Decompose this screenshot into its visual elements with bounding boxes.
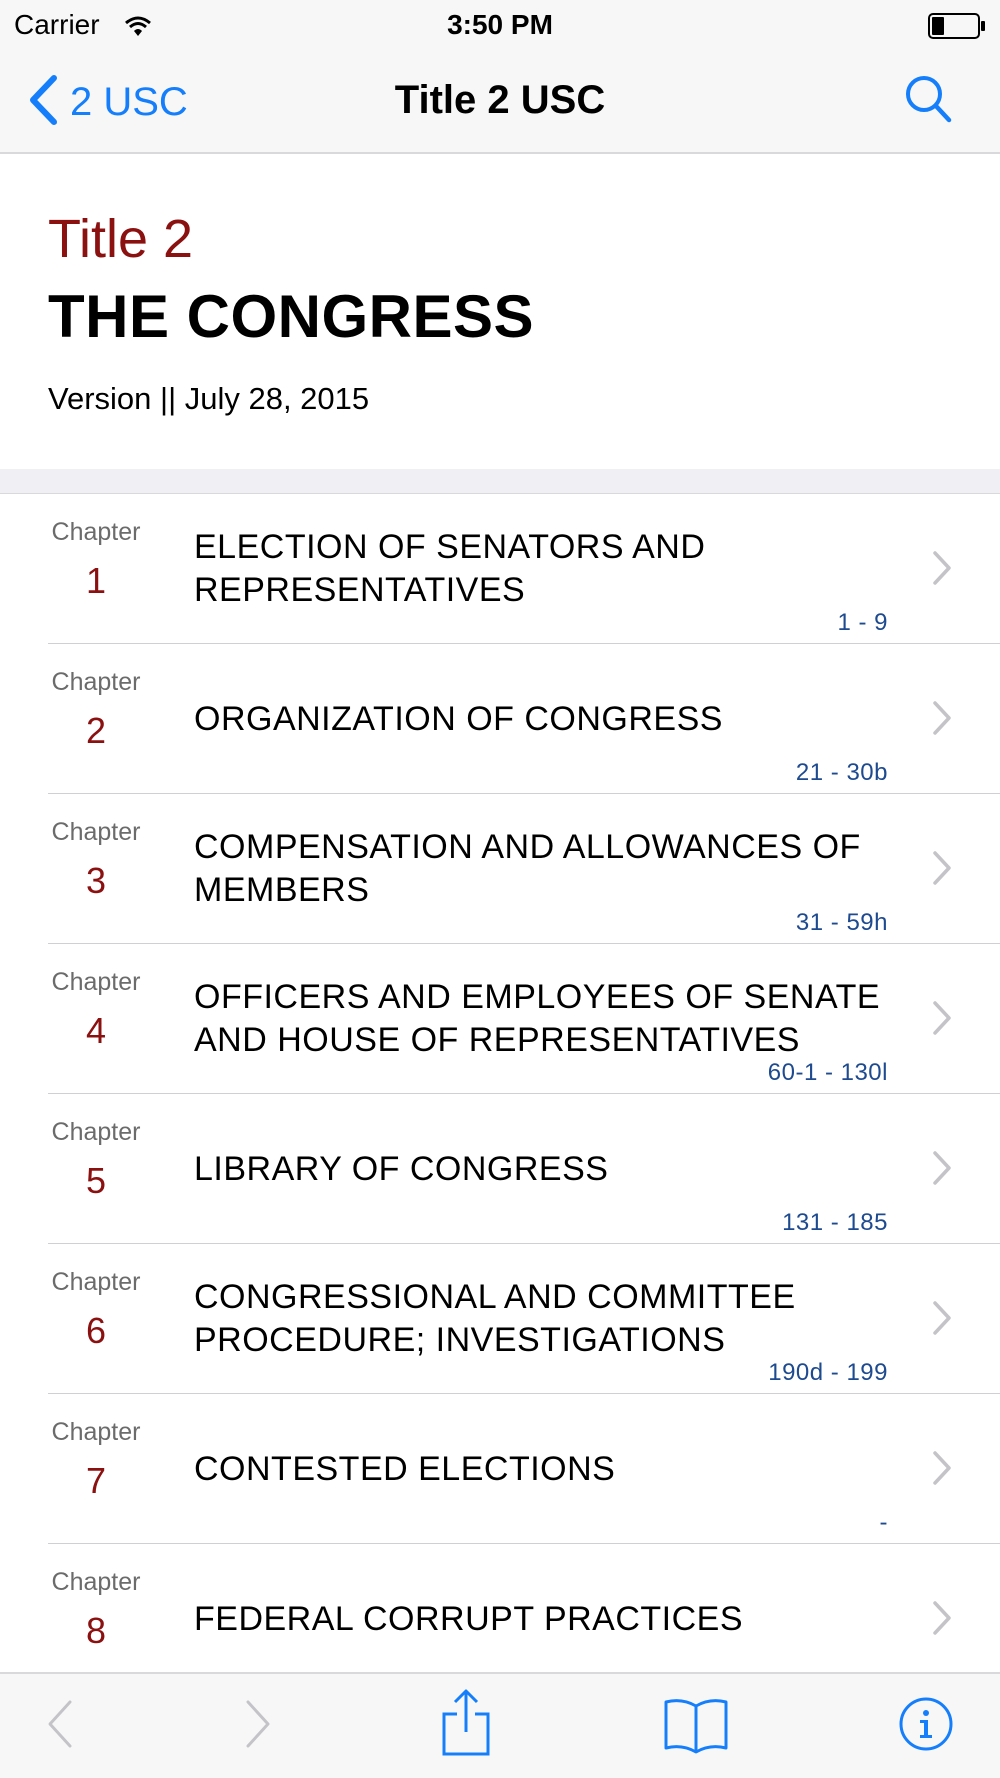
chapter-label: Chapter [51, 818, 141, 846]
chapter-title: CONGRESSIONAL AND COMMITTEE PROCEDURE; INVESTIGATIONS [194, 1278, 796, 1359]
chapter-title: LIBRARY OF CONGRESS [194, 1149, 609, 1188]
chapter-section-range: 60-1 - 130l [767, 1059, 888, 1086]
chevron-right-icon [932, 700, 952, 741]
chevron-right-icon [932, 1300, 952, 1341]
chapter-row-2[interactable] [0, 644, 1000, 794]
chapter-title: CONTESTED ELECTIONS [194, 1449, 616, 1488]
title-header [0, 154, 1000, 469]
chapter-row-4[interactable] [0, 944, 1000, 1094]
chapter-number: 6 [85, 1310, 107, 1351]
bottom-toolbar [0, 1672, 1000, 1778]
chevron-right-icon [932, 1600, 952, 1641]
chapter-label: Chapter [51, 968, 141, 996]
back-button-label: 2 USC [70, 79, 188, 124]
chevron-right-icon [932, 1150, 952, 1191]
chapter-row-7[interactable] [0, 1394, 1000, 1544]
chapter-label: Chapter [51, 1568, 141, 1596]
chapter-section-range: 131 - 185 [782, 1209, 888, 1236]
info-icon[interactable] [898, 1696, 954, 1757]
chapter-number: 2 [85, 710, 107, 751]
chapter-title: OFFICERS AND EMPLOYEES OF SENATE AND HOUSE OF REPRESENTATIVES [194, 978, 881, 1059]
chapter-row-3[interactable] [0, 794, 1000, 944]
chapter-number: 5 [85, 1160, 107, 1201]
carrier-label: Carrier [14, 9, 100, 40]
status-time: 3:50 PM [447, 9, 553, 40]
chapter-section-range: 21 - 30b [795, 759, 888, 786]
navigation-bar [0, 50, 1000, 154]
search-icon[interactable] [904, 74, 952, 129]
chapter-section-range: - [879, 1509, 888, 1536]
version-label: Version || July 28, 2015 [48, 381, 370, 416]
book-icon[interactable] [662, 1696, 730, 1759]
back-arrow-icon[interactable] [42, 1694, 78, 1759]
nav-title: Title 2 USC [394, 78, 606, 122]
chapter-title: ORGANIZATION OF CONGRESS [194, 699, 723, 738]
chapter-section-range: 1 - 9 [837, 609, 888, 636]
chapter-row-6[interactable] [0, 1244, 1000, 1394]
section-divider [0, 469, 1000, 494]
chapter-list [0, 494, 1000, 1694]
chapter-number: 7 [85, 1460, 107, 1501]
forward-arrow-icon[interactable] [240, 1694, 276, 1759]
chapter-label: Chapter [51, 668, 141, 696]
battery-icon [928, 13, 986, 46]
chapter-title: COMPENSATION AND ALLOWANCES OF MEMBERS [194, 828, 861, 909]
chapter-label: Chapter [51, 1268, 141, 1296]
chapter-title: ELECTION OF SENATORS AND REPRESENTATIVES [194, 528, 706, 609]
chapter-number: 1 [85, 560, 107, 601]
chapter-label: Chapter [51, 1118, 141, 1146]
chapter-number: 4 [85, 1010, 107, 1051]
chapter-number: 8 [85, 1610, 107, 1651]
chevron-right-icon [932, 1000, 952, 1041]
title-name: THE CONGRESS [48, 283, 535, 350]
chapter-label: Chapter [51, 1418, 141, 1446]
chapter-section-range: 31 - 59h [795, 909, 888, 936]
status-bar [0, 0, 1000, 50]
chapter-row-5[interactable] [0, 1094, 1000, 1244]
chapter-title: FEDERAL CORRUPT PRACTICES [194, 1599, 744, 1638]
chapter-row-1[interactable] [0, 494, 1000, 644]
chapter-number: 3 [85, 860, 107, 901]
chevron-right-icon [932, 1450, 952, 1491]
chapter-section-range: 190d - 199 [768, 1359, 888, 1386]
chapter-label: Chapter [51, 518, 141, 546]
chevron-right-icon [932, 550, 952, 591]
title-number: Title 2 [48, 209, 194, 269]
share-icon[interactable] [440, 1688, 492, 1763]
chevron-right-icon [932, 850, 952, 891]
